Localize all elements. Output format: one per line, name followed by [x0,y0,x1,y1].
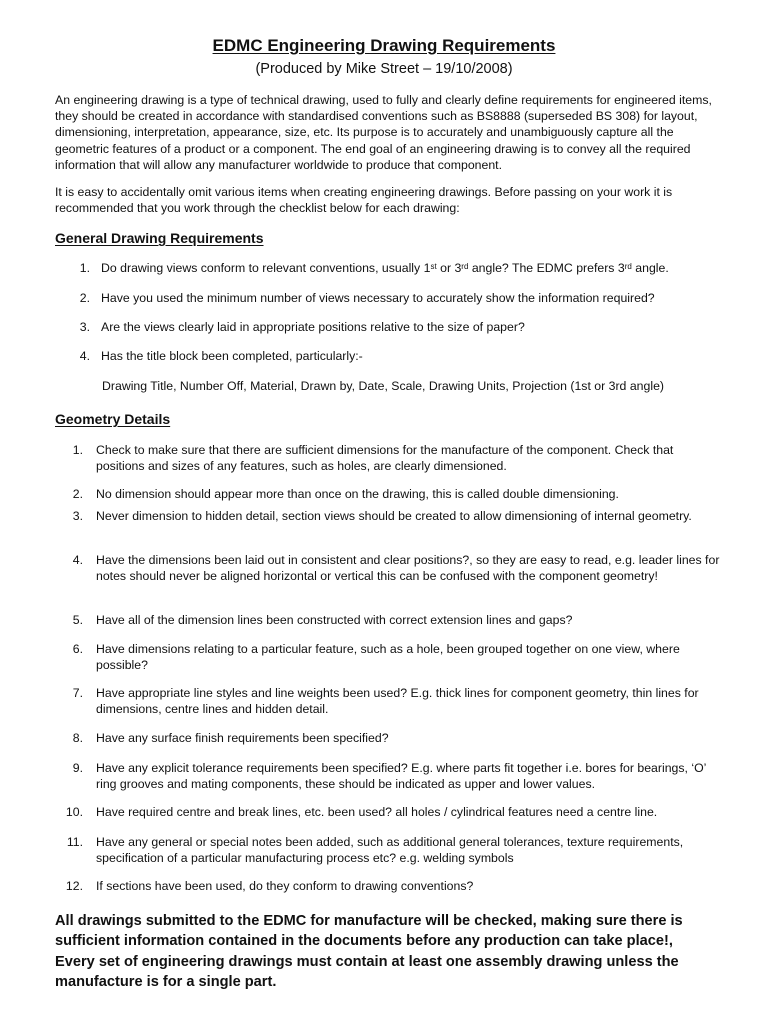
geometry-item [60,879,720,895]
geometry-item [60,805,720,821]
general-item [60,261,720,277]
document-title [0,36,768,56]
item-text: Have appropriate line styles and line weights been used? E.g. thick lines for component geometry, thin lines for dimensions, centre lines and hidden detail. [96,686,699,716]
geometry-item [60,686,720,718]
item-text: Have the dimensions been laid out in consistent and clear positions?, so they are easy to read, e.g. leader lines for notes should never be aligned horizontal or vertical this can be confused with the component geometry! [96,553,720,583]
item-text: Have required centre and break lines, etc. been used? all holes / cylindrical features need a centre line. [96,805,658,819]
item-number: 11. [66,835,83,849]
item-number: 12. [65,879,83,893]
item-text: Check to make sure that there are sufficient dimensions for the manufacture of the component. Check that positions and sizes of any features, such as holes, are clearly dimensioned. [96,443,674,473]
general-item [60,291,720,307]
geometry-item [60,553,720,585]
item-number: 5. [72,613,83,627]
item-number: 7. [72,686,83,700]
title-block-fields: Drawing Title, Number Off, Material, Drawn by, Date, Scale, Drawing Units, Projection (1st or 3rd angle) [102,379,664,393]
geometry-item [60,613,720,629]
geometry-details-heading: Geometry Details [55,411,171,427]
item-text: Have any general or special notes been added, such as additional general tolerances, texture requirements, specification of a particular manufacturing process etc? e.g. welding symbols [96,835,684,865]
item-number: 8. [72,731,83,745]
geometry-item [60,509,720,525]
geometry-item [60,761,720,793]
item-number: 6. [72,642,83,656]
geometry-item [60,487,720,503]
item-text: Have all of the dimension lines been constructed with correct extension lines and gaps? [96,613,573,627]
title-text: EDMC Engineering Drawing Requirements [212,36,556,55]
geometry-item [60,731,720,747]
geometry-item [60,835,720,867]
item-number: 4. [79,349,90,363]
item-text: Have dimensions relating to a particular feature, such as a hole, been grouped together on one view, where possible? [96,642,680,672]
item-text: Have you used the minimum number of views necessary to accurately show the information required? [101,291,655,305]
item-number: 9. [72,761,83,775]
geometry-item [60,443,720,475]
intro-paragraph: An engineering drawing is a type of technical drawing, used to fully and clearly define requirements for engineered items, they should be created in accordance with standardised conventions such as BS8888 (superseded BS 308) for layout, dimensioning, interpretation, appearance, size, etc. Its purpose is to accurately and unambiguously capture all the geometric features of a product or a component. The end goal of an engineering drawing is to convey all the required information that will allow any manufacturer worldwide to produce that component. [55,93,712,172]
general-item [60,349,720,365]
item-number: 1. [72,443,83,457]
item-text: Are the views clearly laid in appropriate positions relative to the size of paper? [101,320,525,334]
item-text: If sections have been used, do they conform to drawing conventions? [96,879,474,893]
item-text: Do drawing views conform to relevant conventions, usually 1st or 3rd angle? The EDMC prefers 3rd angle. [101,261,669,275]
item-number: 4. [72,553,83,567]
item-number: 3. [72,509,83,523]
item-text: Never dimension to hidden detail, section views should be created to allow dimensioning of internal geometry. [96,509,692,523]
item-text: Have any explicit tolerance requirements been specified? E.g. where parts fit together i.e. bores for bearings, ‘O’ ring grooves and mating components, these should be indicated as upper and lower values. [96,761,706,791]
item-text: No dimension should appear more than once on the drawing, this is called double dimensioning. [96,487,619,501]
item-number: 2. [79,291,90,305]
item-number: 10. [65,805,83,819]
submission-notice: All drawings submitted to the EDMC for manufacture will be checked, making sure there is sufficient information contained in the documents before any production can take place!, Every set of engineering drawings must contain at least one assembly drawing unless the manufacture is for a single part. [55,913,683,991]
item-number: 2. [72,487,83,501]
item-text: Has the title block been completed, particularly:- [101,349,363,363]
item-number: 1. [79,261,90,275]
checklist-intro-paragraph: It is easy to accidentally omit various items when creating engineering drawings. Before passing on your work it is recommended that you work through the checklist below for each drawing: [55,185,673,216]
item-number: 3. [79,320,90,334]
general-item [60,320,720,336]
geometry-item [60,642,720,674]
item-text: Have any surface finish requirements been specified? [96,731,389,745]
general-requirements-heading: General Drawing Requirements [55,230,264,246]
document-subtitle: (Produced by Mike Street – 19/10/2008) [255,61,513,77]
